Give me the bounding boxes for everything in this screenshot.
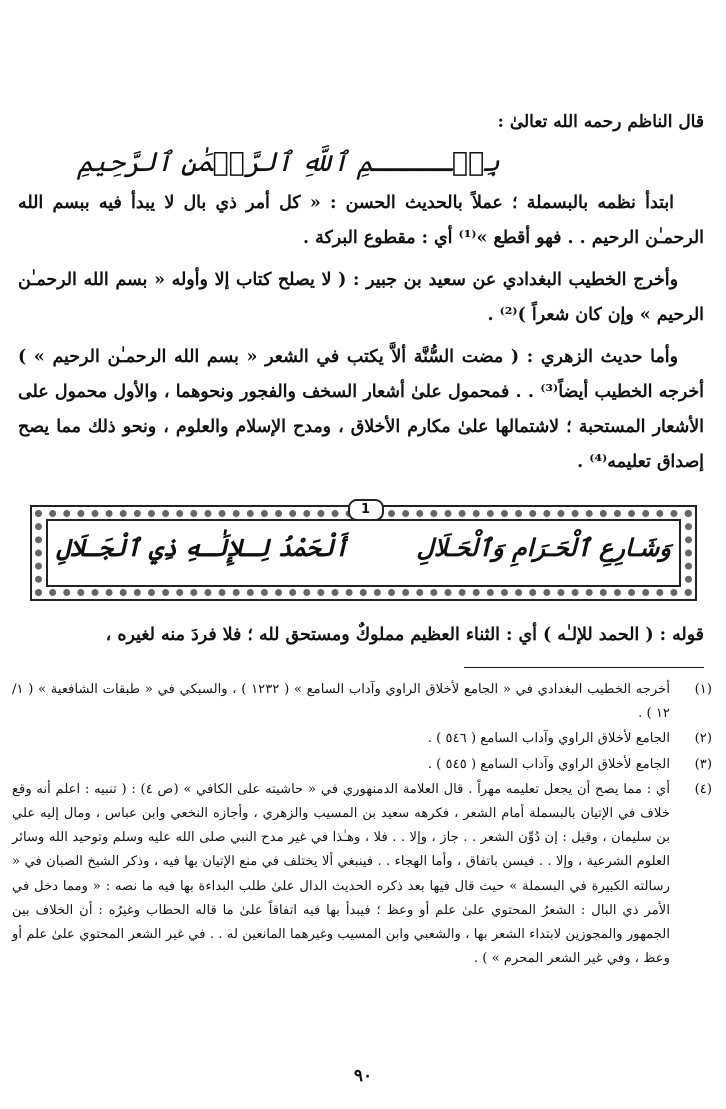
basmala-calligraphy: بِسۡـــــمِ ٱللَّهِ ٱلرَّحۡمَٰنِ ٱلرَّحِيمِ <box>77 147 500 178</box>
footnotes <box>12 678 712 972</box>
footnote <box>12 753 712 777</box>
body-paragraph: ابتدأ نظمه بالبسملة ؛ عملاً بالحديث الحسن : « كل أمر ذي بال لا يبدأ فيه ببسم الله الرحمـٰن الرحيم . . فهو أقطع »⁽¹⁾ أي : مقطوع البركة . <box>18 193 704 248</box>
verse-frame <box>30 502 697 601</box>
body-paragraph: وأما حديث الزهري : ( مضت السُّنَّة ألاَّ يكتب في الشعر « بسم الله الرحمـٰن الرحيم » ) أخرجه الخطيب أيضاً⁽³⁾ . . فمحمول علىٰ أشعار السخف والفجور ونحوهما ، والأول محمول على الأشعار المستحبة ؛ لاشتمالها علىٰ مكارم الأخلاق ، ومدح الإسلام والعلوم ، ونحو ذلك مما يصح إصداق تعليمه⁽⁴⁾ . <box>18 347 704 472</box>
footnote-number: (٢) <box>694 731 712 747</box>
footnote-number: (١) <box>694 682 712 697</box>
footnote-text: أخرجه الخطيب البغدادي في « الجامع لأخلاق الراوي وآداب السامع » ( ١٢٣٢ ) ، والسبكي في « طبقات الشافعية » ( ١/ ١٢ ) . <box>12 682 670 722</box>
footnote <box>12 727 712 751</box>
verse-line <box>56 533 671 562</box>
verse-first-hemistich: أَلْحَمْدُ لِـلإِلَٰـهِ ذِي ٱلْجَـلَالِ <box>56 533 349 562</box>
verse-second-hemistich: وَشَـارِعِ ٱلْحَـرَامِ وَٱلْحَـلَالِ <box>416 533 671 562</box>
page-number: ٩٠ <box>353 1066 373 1086</box>
footnote-number: (٣) <box>694 756 712 772</box>
main-body <box>18 186 704 487</box>
commentary-line: قوله : ( الحمد للإلـٰه ) أي : الثناء العظيم مملوكٌ ومستحق لله ؛ فلا فردَ منه لغيره ، <box>105 625 704 645</box>
footnote-text: الجامع لأخلاق الراوي وآداب السامع ( ٥٤٥ ) . <box>427 756 670 772</box>
footnote-divider <box>464 667 704 668</box>
footnote-text: أي : مما يصح أن يجعل تعليمه مهراً . قال العلامة الدمنهوري في « حاشيته على الكافي » (ص ٤) : ( تنبيه : اعلم أنه وقع خلاف في الإتيان بالبسملة أمام الشعر ، فكرهه سعيد بن المسيب والزهري ، وأجازه النخعي وابن عباس ، ومال إليه علي بن سليمان ، وقيل : إن دُوِّن الشعر . . جاز ، وإلا . . فلا ، وهـٰذا في غير مدح النبي صلى الله عليه وسلم وتوحيد الله وسائر العلوم الشرعية ، وإلا . . فيسن باتفاق ، وأما الهجاء . . فينبغي ألا يختلف في منع الإتيان بها فيه ، وذكر الشيخ الصبان في « رسالته الكبيرة في البسملة » حيث قال فيها بعد ذكره الحديث الدال علىٰ طلب البداءة بها فيه ما نصه : « ومما دخل في الأمر ذي البال : الشعرُ المحتوي علىٰ علم أو وعظ ؛ فيبدأ بها فيه اتفاقاً علىٰ ما قاله الحطاب وغيرُه : أن الخلاف بين الجمهور والمجوزين لابتداء الشعر بها ، والشعبي وابن المسيب وغيرهما المانعين له . . في غير الشعر المحتوي علىٰ علم أو وعظ ، وفي غير الشعر المحرم » ) . <box>12 781 670 967</box>
body-paragraph: وأخرج الخطيب البغدادي عن سعيد بن جبير : ( لا يصلح كتاب إلا وأوله « بسم الله الرحمـٰن الرحيم » وإن كان شعراً )⁽²⁾ . <box>18 270 704 325</box>
footnote <box>12 778 712 972</box>
intro-line: قال الناظم رحمه الله تعالىٰ : <box>497 112 704 132</box>
footnote <box>12 678 712 726</box>
footnote-number: (٤) <box>694 781 712 797</box>
verse-number-badge: 1 <box>348 499 384 521</box>
footnote-text: الجامع لأخلاق الراوي وآداب السامع ( ٥٤٦ ) . <box>427 731 670 747</box>
